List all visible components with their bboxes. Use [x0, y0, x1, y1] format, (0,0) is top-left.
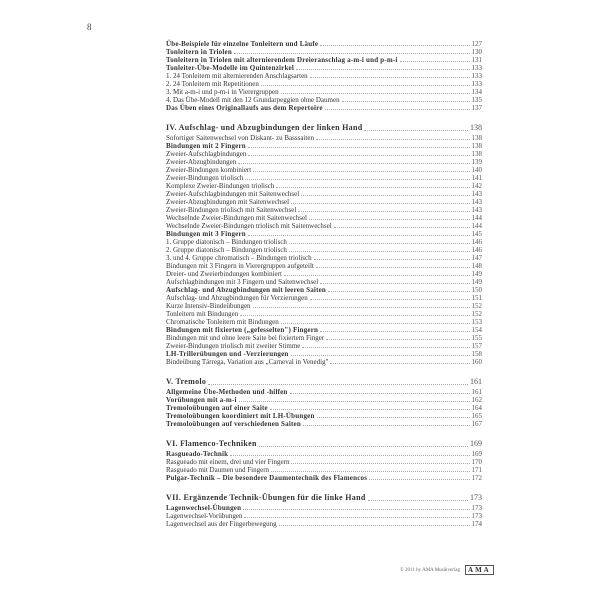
toc-entry [166, 388, 482, 396]
dot-leader [291, 463, 469, 464]
toc-entry [166, 190, 482, 198]
toc-entry [166, 198, 482, 206]
entry-title: Pulgar-Technik – Die besondere Daumentechnik des Flamencos [166, 474, 368, 482]
entry-page: 154 [471, 326, 482, 334]
toc-entry [166, 350, 482, 358]
entry-page: 144 [471, 214, 482, 222]
entry-title: Tremoloübungen auf verschiedenen Saiten [166, 420, 301, 428]
dot-leader [208, 384, 468, 385]
entry-title: Zweier-Bindungen kombiniert [166, 166, 252, 174]
entry-page: 157 [471, 342, 482, 350]
entry-title: VII. Ergänzende Technik-Übungen für die linke Hand [166, 493, 366, 502]
dot-leader [330, 363, 469, 364]
entry-page: 164 [471, 404, 482, 412]
toc-section [166, 438, 482, 482]
entry-page: 148 [471, 262, 482, 270]
toc-entry [166, 166, 482, 174]
dot-leader [291, 203, 469, 204]
entry-title: Tonleitern in Triolen mit alternierendem Dreieranschlag a-m-i und p-m-i [166, 56, 398, 64]
dot-leader [334, 227, 470, 228]
toc-entry [166, 412, 482, 420]
toc-entry [166, 246, 482, 254]
toc-entry [166, 458, 482, 466]
entry-page: 171 [471, 466, 482, 474]
dot-leader [314, 259, 470, 260]
entry-page: 133 [471, 64, 482, 72]
dot-leader [296, 69, 469, 70]
section-heading [166, 492, 482, 503]
dot-leader [253, 307, 470, 308]
entry-page: 143 [471, 206, 482, 214]
dot-leader [316, 267, 470, 268]
entry-page: 173 [471, 504, 482, 512]
entry-title: Zweier-Bindungen triolisch mit zweiter Stimme [166, 342, 301, 350]
toc-section [166, 492, 482, 528]
entry-page: 161 [471, 388, 482, 396]
dot-leader [310, 77, 470, 78]
entry-page: 152 [471, 302, 482, 310]
dot-leader [238, 163, 469, 164]
toc-entry [166, 278, 482, 286]
entry-page: 144 [471, 222, 482, 230]
entry-title: Wechselnde Zweier-Bindungen mit Saitenwechsel [166, 214, 308, 222]
dot-leader [243, 509, 469, 510]
dot-leader [270, 409, 470, 410]
dot-leader [400, 61, 470, 62]
toc-entry [166, 466, 482, 474]
toc-entry [166, 334, 482, 342]
dot-leader [291, 355, 470, 356]
toc-entry [166, 512, 482, 520]
entry-title: Zweier-Bindungen triolisch [166, 174, 244, 182]
dot-leader [325, 109, 470, 110]
entry-page: 138 [471, 150, 482, 158]
entry-title: VI. Flamenco-Techniken [166, 439, 257, 448]
entry-title: 3. Mit a-m-i und p-m-i in Vierergruppen [166, 88, 279, 96]
entry-title: 4. Das Übe-Modell mit den 12 Grundarpeggien ohne Daumen [166, 96, 340, 104]
dot-leader [302, 347, 469, 348]
entry-page: 153 [471, 318, 482, 326]
entry-page: 143 [471, 190, 482, 198]
entry-page: 141 [471, 174, 482, 182]
toc-entry [166, 182, 482, 190]
toc-section [166, 40, 482, 112]
entry-page: 133 [471, 72, 482, 80]
entry-title: 2. 24 Tonleitern mit Repetitionen [166, 80, 259, 88]
toc-entry [166, 158, 482, 166]
entry-title: Zweier-Aufschlagbindungen [166, 150, 247, 158]
entry-page: 147 [471, 254, 482, 262]
toc-entry [166, 396, 482, 404]
toc-entry [166, 474, 482, 482]
entry-page: 169 [471, 450, 482, 458]
entry-title: Übe-Beispiele für einzelne Tonleitern und Läufe [166, 40, 319, 48]
entry-page: 139 [471, 158, 482, 166]
toc-entry [166, 134, 482, 142]
entry-page: 131 [471, 56, 482, 64]
entry-title: 2. Gruppe diatonisch – Bindungen triolisch [166, 246, 287, 254]
entry-title: Tonleiter-Übe-Modelle im Quintenzirkel [166, 64, 295, 72]
dot-leader [301, 195, 469, 196]
entry-title: Bindungen mit 3 Fingern in Vierergruppen aufgeteilt [166, 262, 314, 270]
entry-title: V. Tremolo [166, 377, 207, 386]
entry-title: Zweier-Abzugbindungen mit Saitenwechsel [166, 198, 290, 206]
dot-leader [245, 179, 469, 180]
dot-leader [279, 525, 470, 526]
dot-leader [271, 471, 469, 472]
toc-entry [166, 358, 482, 366]
toc-entry [166, 174, 482, 182]
entry-title: Lagenwechsel-Vorübungen [166, 512, 243, 520]
toc-entry [166, 96, 482, 104]
entry-page: 138 [470, 123, 482, 132]
entry-title: Kurze Intensiv-Bindeübungen [166, 302, 251, 310]
dot-leader [281, 323, 470, 324]
entry-title: Rasgueado mit Daumen und Fingern [166, 466, 270, 474]
dot-leader [303, 425, 470, 426]
dot-leader [259, 446, 468, 447]
toc-entry [166, 254, 482, 262]
entry-title: Aufschlagbindungen mit 3 Fingern und Saitenwechsel [166, 278, 319, 286]
toc-entry [166, 238, 482, 246]
toc-entry [166, 302, 482, 310]
toc-entry [166, 450, 482, 458]
entry-page: 146 [471, 238, 482, 246]
dot-leader [326, 339, 469, 340]
entry-page: 133 [471, 80, 482, 88]
toc-entry [166, 342, 482, 350]
entry-page: 162 [471, 396, 482, 404]
entry-page: 134 [471, 88, 482, 96]
section-heading [166, 122, 482, 133]
dot-leader [298, 211, 469, 212]
entry-page: 173 [471, 512, 482, 520]
toc-entry [166, 230, 482, 238]
entry-title: Tremoloübungen auf einer Saite [166, 404, 268, 412]
entry-title: IV. Aufschlag- und Abzugbindungen der linken Hand [166, 123, 363, 132]
entry-title: 1. 24 Tonleitern mit alternierenden Anschlagsarten [166, 72, 308, 80]
entry-title: Bindungen mit 3 Fingern [166, 230, 246, 238]
entry-title: 3. und 4. Gruppe chromatisch – Bindungen triolisch [166, 254, 312, 262]
dot-leader [320, 283, 469, 284]
publisher-logo: AMA [465, 565, 494, 575]
entry-title: Bindungen mit 2 Fingern [166, 142, 246, 150]
entry-title: Tonleitern mit Bindungen [166, 310, 239, 318]
dot-leader [244, 517, 469, 518]
dot-leader [289, 243, 470, 244]
entry-page: 145 [471, 230, 482, 238]
entry-page: 143 [471, 198, 482, 206]
toc-entry [166, 318, 482, 326]
entry-title: Zweier-Bindungen triolisch mit Saitenwechsel [166, 206, 297, 214]
entry-title: Zweier-Abzugbindungen [166, 158, 237, 166]
entry-page: 155 [471, 334, 482, 342]
entry-title: Dreier- und Zweierbindungen kombiniert [166, 270, 282, 278]
dot-leader [240, 315, 469, 316]
toc-entry [166, 326, 482, 334]
entry-title: 1. Gruppe diatonisch – Bindungen triolisch [166, 238, 287, 246]
dot-leader [281, 93, 470, 94]
toc-section [166, 376, 482, 428]
toc-section [166, 122, 482, 366]
dot-leader [289, 251, 470, 252]
toc-entry [166, 286, 482, 294]
entry-page: 152 [471, 310, 482, 318]
toc-entry [166, 504, 482, 512]
toc-entry [166, 150, 482, 158]
entry-title: Chromatische Tonleitern mit Bindungen [166, 318, 279, 326]
entry-page: 130 [471, 48, 482, 56]
toc-entry [166, 104, 482, 112]
entry-title: Aufschlag- und Abzugbindungen für Verzierungen [166, 294, 308, 302]
entry-page: 151 [471, 294, 482, 302]
entry-page: 167 [471, 420, 482, 428]
entry-page: 160 [471, 358, 482, 366]
toc-entry [166, 142, 482, 150]
entry-title: LH-Trillerübungen und -Verzierungen [166, 350, 289, 358]
entry-title: Aufschlag- und Abzugbindungen mit leeren Saiten [166, 286, 326, 294]
dot-leader [317, 417, 470, 418]
toc-entry [166, 206, 482, 214]
entry-page: 146 [471, 246, 482, 254]
entry-title: Lagenwechsel-Übungen [166, 504, 242, 512]
entry-page: 150 [471, 286, 482, 294]
dot-leader [290, 393, 470, 394]
copyright: © 2011 by AMA Musikverlag [400, 567, 461, 573]
entry-title: Bindeübung Tárrega, Variation aus „Carneval in Venedig" [166, 358, 329, 366]
dot-leader [284, 275, 470, 276]
entry-page: 172 [471, 474, 482, 482]
entry-page: 127 [471, 40, 482, 48]
entry-page: 138 [471, 134, 482, 142]
entry-title: Lagenwechsel aus der Fingerbewegung [166, 520, 277, 528]
toc-entry [166, 404, 482, 412]
toc-entry [166, 262, 482, 270]
entry-page: 158 [471, 350, 482, 358]
dot-leader [248, 155, 469, 156]
toc-entry [166, 80, 482, 88]
entry-page: 142 [471, 182, 482, 190]
entry-title: Komplexe Zweier-Bindungen triolisch [166, 182, 275, 190]
section-heading [166, 376, 482, 387]
dot-leader [309, 219, 469, 220]
toc-entry [166, 420, 482, 428]
dot-leader [364, 130, 468, 131]
entry-title: Zweier-Aufschlagbindungen mit Saitenwechsel [166, 190, 300, 198]
entry-page: 170 [471, 458, 482, 466]
entry-title: Tonleitern in Triolen [166, 48, 232, 56]
entry-page: 137 [471, 104, 482, 112]
entry-page: 169 [470, 439, 482, 448]
entry-title: Wechselnde Zweier-Bindungen triolisch mit Saitenwechsel [166, 222, 332, 230]
entry-title: Tremoloübungen koordiniert mit LH-Übungen [166, 412, 315, 420]
page-number: 8 [87, 22, 92, 32]
entry-title: Rasgueado-Technik [166, 450, 229, 458]
toc-entry [166, 72, 482, 80]
dot-leader [261, 85, 470, 86]
toc-entry [166, 294, 482, 302]
dot-leader [328, 291, 470, 292]
toc-entry [166, 88, 482, 96]
entry-page: 149 [471, 278, 482, 286]
entry-page: 135 [471, 96, 482, 104]
toc-entry [166, 222, 482, 230]
dot-leader [239, 401, 470, 402]
dot-leader [320, 45, 469, 46]
entry-page: 165 [471, 412, 482, 420]
entry-title: Das Üben eines Originallaufs aus dem Repertoire [166, 104, 323, 112]
toc-entry [166, 64, 482, 72]
dot-leader [248, 235, 470, 236]
dot-leader [320, 331, 469, 332]
entry-page: 161 [470, 377, 482, 386]
entry-page: 149 [471, 270, 482, 278]
dot-leader [342, 101, 470, 102]
entry-page: 174 [471, 520, 482, 528]
dot-leader [234, 53, 470, 54]
entry-page: 140 [471, 166, 482, 174]
entry-title: Bindungen mit fixierten („gefesselten") Fingern [166, 326, 319, 334]
dot-leader [316, 139, 470, 140]
toc-entry [166, 520, 482, 528]
toc-entry [166, 310, 482, 318]
entry-title: Vorübungen mit a-m-i [166, 396, 237, 404]
toc-entry [166, 40, 482, 48]
entry-page: 173 [470, 493, 482, 502]
entry-title: Sofortiger Saitenwechsel von Diskant- zu Basssaiten [166, 134, 314, 142]
dot-leader [310, 299, 470, 300]
toc-entry [166, 214, 482, 222]
dot-leader [276, 187, 469, 188]
entry-title: Bindungen mit und ohne leere Saite bei fixiertem Finger [166, 334, 325, 342]
dot-leader [253, 171, 469, 172]
footer [400, 565, 494, 575]
toc-entry [166, 56, 482, 64]
entry-page: 138 [471, 142, 482, 150]
toc-entry [166, 48, 482, 56]
toc-entry [166, 270, 482, 278]
entry-title: Rasgueado mit einem, drei und vier Fingern [166, 458, 290, 466]
dot-leader [369, 479, 469, 480]
entry-title: Allgemeine Übe-Methoden und -hilfen [166, 388, 288, 396]
dot-leader [230, 455, 469, 456]
dot-leader [368, 500, 468, 501]
section-heading [166, 438, 482, 449]
table-of-contents [166, 40, 482, 538]
dot-leader [248, 147, 470, 148]
